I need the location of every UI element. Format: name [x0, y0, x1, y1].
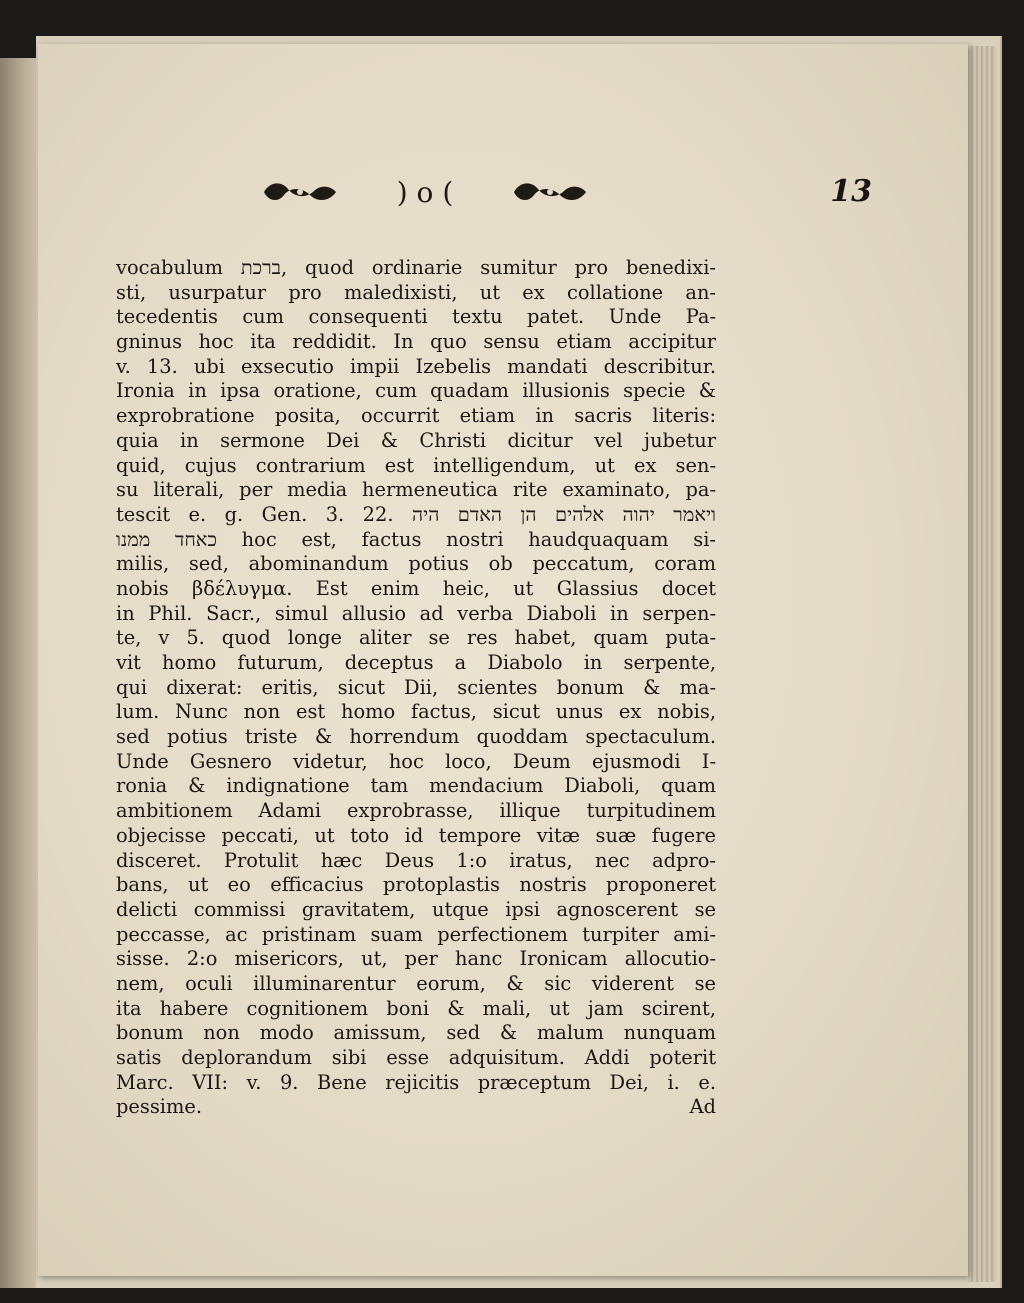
- text-line: peccasse, ac pristinam suam perfectionem turpiter ami-: [116, 922, 716, 946]
- text-line: Ironia in ipsa oratione, cum quadam illusionis specie &: [116, 379, 716, 403]
- header-ornament: [260, 174, 590, 210]
- text-line: Marc. VII: v. 9. Bene rejicitis præceptum Dei, i. e.: [116, 1070, 716, 1094]
- text-line: quid, cujus contrarium est intelligendum, ut ex sen-: [116, 453, 716, 477]
- text-line: vocabulum ברכת, quod ordinarie sumitur pro benedixi-: [116, 256, 716, 279]
- final-line: [116, 1095, 716, 1120]
- page-number: 13: [830, 174, 872, 209]
- text-line: quia in sermone Dei & Christi dicitur vel jubetur: [116, 428, 716, 452]
- text-line: objecisse peccati, ut toto id tempore vitæ suæ fugere: [116, 823, 716, 847]
- text-line: in Phil. Sacr., simul allusio ad verba Diaboli in serpen-: [116, 601, 716, 625]
- text-line: ita habere cognitionem boni & mali, ut jam scirent,: [116, 996, 716, 1020]
- left-flourish-icon: [260, 177, 340, 207]
- text-line: lum. Nunc non est homo factus, sicut unus ex nobis,: [116, 700, 716, 724]
- text-line: exprobratione posita, occurrit etiam in sacris literis:: [116, 404, 716, 428]
- text-line: disceret. Protulit hæc Deus 1:o iratus, nec adpro-: [116, 848, 716, 872]
- text-line: v. 13. ubi exsecutio impii Izebelis mandati describitur.: [116, 354, 716, 378]
- text-line: bonum non modo amissum, sed & malum nunquam: [116, 1021, 716, 1045]
- text-line: gninus hoc ita reddidit. In quo sensu etiam accipitur: [116, 330, 716, 354]
- text-line: bans, ut eo efficacius protoplastis nostris proponeret: [116, 873, 716, 897]
- text-line: te, v 5. quod longe aliter se res habet, quam puta-: [116, 626, 716, 650]
- text-line: ronia & indignatione tam mendacium Diaboli, quam: [116, 774, 716, 798]
- text-line: כאחד ממנו hoc est, factus nostri haudquaquam si-: [116, 527, 716, 551]
- running-header: [78, 174, 928, 214]
- text-line: nem, oculi illuminarentur eorum, & sic viderent se: [116, 971, 716, 995]
- header-divider-text: ) o (: [396, 175, 454, 209]
- text-line: sed potius triste & horrendum quoddam spectaculum.: [116, 725, 716, 749]
- text-line: milis, sed, abominandum potius ob peccatum, coram: [116, 552, 716, 576]
- text-line: sisse. 2:o misericors, ut, per hanc Ironicam allocutio-: [116, 947, 716, 971]
- text-line: tescit e. g. Gen. 3. 22. ויאמר יהוה אלהים הן האדם היה: [116, 502, 717, 526]
- text-line: sti, usurpatur pro maledixisti, ut ex collatione an-: [116, 280, 716, 304]
- facing-page-edge: [0, 58, 40, 1288]
- text-line: vit homo futurum, deceptus a Diabolo in serpente,: [116, 651, 716, 674]
- text-line: qui dixerat: eritis, sicut Dii, scientes bonum & ma-: [116, 675, 716, 699]
- right-flourish-icon: [510, 177, 590, 207]
- text-line: delicti commissi gravitatem, utque ipsi agnoscerent se: [116, 897, 716, 921]
- text-line: satis deplorandum sibi esse adquisitum. Addi poterit: [116, 1046, 716, 1069]
- body-text: [116, 256, 716, 1120]
- last-line-text: pessime.: [116, 1095, 203, 1119]
- text-line: su literali, per media hermeneutica rite examinato, pa-: [116, 478, 716, 502]
- text-line: Unde Gesnero videtur, hoc loco, Deum ejusmodi I-: [116, 749, 716, 773]
- catchword: Ad: [689, 1095, 716, 1119]
- text-line: ambitionem Adami exprobrasse, illique turpitudinem: [116, 799, 716, 823]
- book-page: [38, 44, 968, 1276]
- text-line: nobis βδέλυγμα. Est enim heic, ut Glassius docet: [116, 576, 716, 600]
- text-line: tecedentis cum consequenti textu patet. Unde Pa-: [116, 305, 716, 329]
